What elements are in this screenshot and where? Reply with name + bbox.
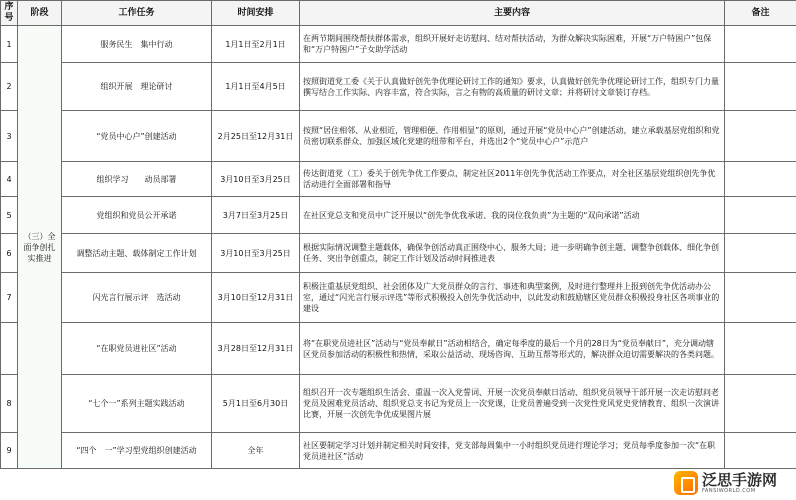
row-no: 8 — [1, 375, 18, 433]
row-remark — [725, 234, 796, 273]
header-time: 时间安排 — [212, 1, 300, 26]
row-task: 调整活动主题、载体制定工作计划 — [62, 234, 212, 273]
row-no: 7 — [1, 273, 18, 323]
row-time: 3月28日至12月31日 — [212, 323, 300, 375]
logo-text-en: FANSIWORLD.COM — [702, 488, 756, 494]
row-remark — [725, 26, 796, 63]
row-time: 1月1日至2月1日 — [212, 26, 300, 63]
row-task: “党员中心户”创建活动 — [62, 111, 212, 162]
row-no: 6 — [1, 234, 18, 273]
row-content: 在社区党总支和党员中广泛开展以“创先争优我承诺、我的岗位我负责”为主题的“双向承诺”活动 — [300, 197, 725, 234]
table-row — [1, 111, 796, 162]
header-stage: 阶段 — [18, 1, 62, 26]
row-time: 3月7日至3月25日 — [212, 197, 300, 234]
table-row — [1, 162, 796, 197]
table-row — [1, 433, 796, 469]
table-row — [1, 234, 796, 273]
row-content: 积极注重基层党组织、社会团体及广大党员群众的言行、事迹和典型案例，及时进行整理并上报到创先争优活动办公室，通过“闪光言行展示评选”等形式积极投入创先争优活动中，以此发动和鼓励辖区党员群众积极投身社区各项事业的建设 — [300, 273, 725, 323]
row-content: 传达街道党（工）委关于创先争优工作要点，制定社区2011年创先争优活动工作要点，对全社区基层党组织创先争优活动进行全面部署和指导 — [300, 162, 725, 197]
table-row — [1, 375, 796, 433]
row-remark — [725, 162, 796, 197]
table-row — [1, 197, 796, 234]
row-remark — [725, 375, 796, 433]
row-task: 闪光言行展示评 选活动 — [62, 273, 212, 323]
header-no: 序号 — [1, 1, 18, 26]
table-row — [1, 26, 796, 63]
row-task: 组织学习 动员部署 — [62, 162, 212, 197]
watermark-logo — [674, 469, 792, 497]
row-task: “四个 一”学习型党组织创建活动 — [62, 433, 212, 469]
row-task: 组织开展 理论研讨 — [62, 63, 212, 111]
row-task: 党组织和党员公开承诺 — [62, 197, 212, 234]
row-time: 1月1日至4月5日 — [212, 63, 300, 111]
row-no: 4 — [1, 162, 18, 197]
row-no: 5 — [1, 197, 18, 234]
row-no: 1 — [1, 26, 18, 63]
row-content: 将“在职党员进社区”活动与“党员奉献日”活动相结合，确定每季度的最后一个月的28日为“党员奉献日”，充分调动辖区党员参加活动的积极性和热情，采取公益活动、现场咨询、互助互帮等形式的，解决群众迫切需要解决的各类问题。 — [300, 323, 725, 375]
row-remark — [725, 433, 796, 469]
stage-cell: （三）全面争创扎实推进 — [18, 26, 62, 469]
logo-text-cn: 泛思手游网 — [702, 471, 778, 489]
row-time: 2月25日至12月31日 — [212, 111, 300, 162]
row-content: 组织召开一次专题组织生活会、重温一次入党誓词、开展一次党员奉献日活动、组织党员领导干部开展一次走访慰问老党员及困难党员活动、组织党总支书记为党员上一次党课，让党员普遍受到一次党性党风党史党情教育、组织一次演讲比赛，开展一次创先争优成果图片展 — [300, 375, 725, 433]
row-content: 按照街道党工委《关于认真做好创先争优理论研讨工作的通知》要求，认真做好创先争优理论研讨工作，组织专门力量撰写结合工作实际、内容丰富，符合实际，言之有物的高质量的研讨文章；并将研讨文章装订存档。 — [300, 63, 725, 111]
row-remark — [725, 323, 796, 375]
row-time: 全年 — [212, 433, 300, 469]
row-time: 3月10日至3月25日 — [212, 234, 300, 273]
row-no: 9 — [1, 433, 18, 469]
row-time: 5月1日至6月30日 — [212, 375, 300, 433]
row-time: 3月10日至3月25日 — [212, 162, 300, 197]
row-task: “七个一”系列主题实践活动 — [62, 375, 212, 433]
row-content: 社区要制定学习计划并制定相关时间安排，党支部每周集中一小时组织党员进行理论学习；党员每季度参加一次“在职党员进社区”活动 — [300, 433, 725, 469]
table-row — [1, 273, 796, 323]
row-time: 3月10日至12月31日 — [212, 273, 300, 323]
row-no: 3 — [1, 111, 18, 162]
row-content: 按照“居住相邻、从业相近，管理相便、作用相显”的原则，通过开展“党员中心户”创建活动，建立承载基层党组织和党员密切联系群众、加强区域化党建的纽带和平台，并选出2个“党员中心户”示范户 — [300, 111, 725, 162]
row-remark — [725, 63, 796, 111]
row-content: 根据实际情况调整主题载体，确保争创活动真正围绕中心、服务大局；进一步明确争创主题、调整争创载体、细化争创任务、突出争创重点，制定工作计划及活动时间推进表 — [300, 234, 725, 273]
row-no: 2 — [1, 63, 18, 111]
row-remark — [725, 197, 796, 234]
table-row — [1, 323, 796, 375]
header-content: 主要内容 — [300, 1, 725, 26]
header-remark: 备注 — [725, 1, 796, 26]
row-task: “在职党员进社区”活动 — [62, 323, 212, 375]
logo-icon — [674, 471, 698, 495]
row-remark — [725, 111, 796, 162]
header-task: 工作任务 — [62, 1, 212, 26]
row-remark — [725, 273, 796, 323]
table-row — [1, 63, 796, 111]
row-task: 服务民生 集中行动 — [62, 26, 212, 63]
row-no — [1, 323, 18, 375]
header-row — [1, 1, 796, 26]
row-content: 在两节期间围绕帮扶群体需求，组织开展好走访慰问、结对帮扶活动，为群众解决实际困难，开展“万户特困户”包保和“万户特困户”子女助学活动 — [300, 26, 725, 63]
